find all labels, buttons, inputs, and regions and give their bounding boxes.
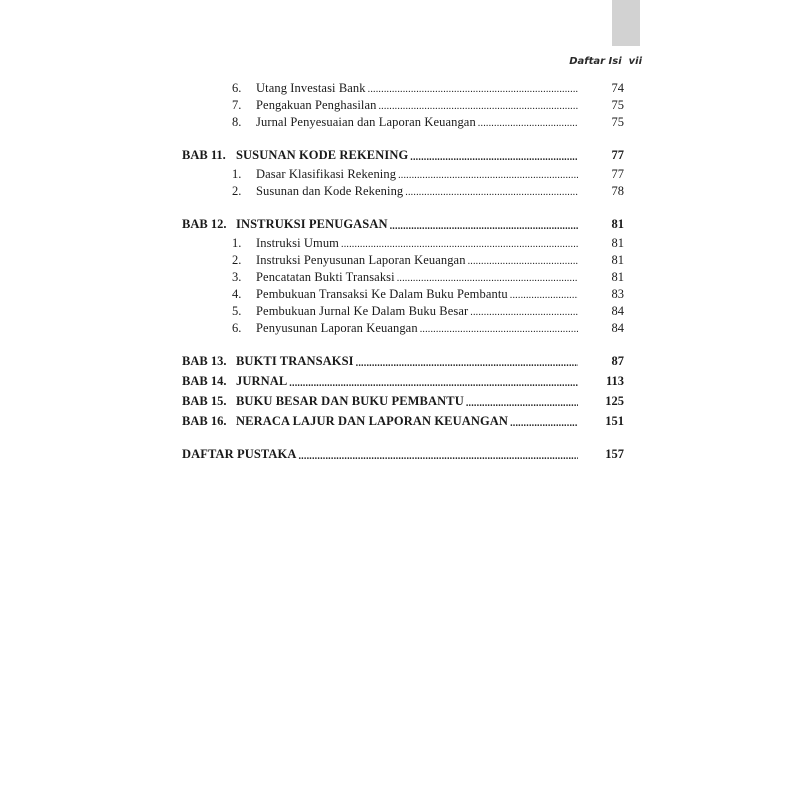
- toc-leader-dots: [368, 80, 578, 97]
- toc-sub-number: 8.: [232, 115, 242, 129]
- toc-chapter-page: 87: [611, 354, 624, 368]
- toc-sub-number: 5.: [232, 304, 242, 318]
- toc-chapter-title: NERACA LAJUR DAN LAPORAN KEUANGAN: [236, 414, 509, 428]
- toc-sub-page: 78: [611, 184, 624, 198]
- toc-chapter-entry[interactable]: [182, 392, 624, 410]
- toc-sub-page: 75: [611, 115, 624, 129]
- toc-chapter-title: INSTRUKSI PENUGASAN: [236, 217, 388, 231]
- toc-sub-number: 1.: [232, 167, 242, 181]
- toc-sub-entry[interactable]: [182, 183, 624, 200]
- toc-chapter-title: DAFTAR PUSTAKA: [182, 447, 297, 461]
- toc-chapter-page: 151: [605, 414, 624, 428]
- toc-leader-dots: [341, 235, 578, 252]
- toc-sub-entry[interactable]: [182, 97, 624, 114]
- toc-sub-entry[interactable]: [182, 252, 624, 269]
- toc-sub-entry[interactable]: [182, 303, 624, 320]
- toc-sub-number: 6.: [232, 321, 242, 335]
- toc-chapter-page: 77: [611, 148, 624, 162]
- toc-sub-page: 81: [611, 270, 624, 284]
- toc-chapter-page: 157: [605, 447, 624, 461]
- toc-leader-dots: [378, 97, 578, 114]
- table-of-contents: [182, 80, 624, 463]
- toc-sub-number: 7.: [232, 98, 242, 112]
- toc-leader-dots: [470, 303, 578, 320]
- toc-sub-title: Pembukuan Transaksi Ke Dalam Buku Pembantu: [256, 287, 508, 301]
- toc-sub-title: Dasar Klasifikasi Rekening: [256, 167, 397, 181]
- toc-sub-number: 1.: [232, 236, 242, 250]
- running-title: Daftar Isi: [569, 56, 622, 67]
- toc-sub-title: Pencatatan Bukti Transaksi: [256, 270, 395, 284]
- toc-leader-dots: [356, 353, 578, 370]
- toc-sub-title: Susunan dan Kode Rekening: [256, 184, 404, 198]
- toc-sub-title: Penyusunan Laporan Keuangan: [256, 321, 418, 335]
- toc-spacer: [182, 430, 624, 445]
- running-header: [540, 56, 642, 67]
- toc-sub-page: 83: [611, 287, 624, 301]
- toc-chapter-entry[interactable]: [182, 352, 624, 370]
- toc-chapter-title: SUSUNAN KODE REKENING: [236, 148, 409, 162]
- toc-sub-page: 84: [611, 304, 624, 318]
- toc-chapter-entry[interactable]: [182, 372, 624, 390]
- toc-spacer: [182, 200, 624, 215]
- toc-sub-title: Pengakuan Penghasilan: [256, 98, 377, 112]
- toc-leader-dots: [510, 413, 578, 430]
- toc-sub-number: 3.: [232, 270, 242, 284]
- toc-chapter-page: 125: [605, 394, 624, 408]
- toc-spacer: [182, 131, 624, 146]
- header-page-number: vii: [628, 56, 642, 67]
- toc-sub-title: Jurnal Penyesuaian dan Laporan Keuangan: [256, 115, 476, 129]
- toc-chapter-number: BAB 13.: [182, 354, 227, 368]
- toc-sub-number: 2.: [232, 184, 242, 198]
- toc-chapter-page: 113: [605, 374, 624, 388]
- toc-sub-title: Pembukuan Jurnal Ke Dalam Buku Besar: [256, 304, 469, 318]
- toc-spacer: [182, 337, 624, 352]
- toc-leader-dots: [398, 166, 578, 183]
- toc-sub-title: Instruksi Umum: [256, 236, 339, 250]
- toc-sub-entry[interactable]: [182, 320, 624, 337]
- toc-sub-page: 74: [611, 81, 624, 95]
- toc-chapter-title: BUKU BESAR DAN BUKU PEMBANTU: [236, 394, 464, 408]
- toc-leader-dots: [397, 269, 578, 286]
- toc-sub-page: 81: [611, 236, 624, 250]
- toc-leader-dots: [420, 320, 578, 337]
- toc-leader-dots: [410, 147, 578, 164]
- toc-sub-page: 77: [611, 167, 624, 181]
- toc-leader-dots: [478, 114, 578, 131]
- toc-chapter-title: JURNAL: [236, 374, 288, 388]
- toc-chapter-page: 81: [611, 217, 624, 231]
- toc-leader-dots: [510, 286, 578, 303]
- toc-sub-entry[interactable]: [182, 286, 624, 303]
- toc-sub-entry[interactable]: [182, 269, 624, 286]
- toc-sub-number: 6.: [232, 81, 242, 95]
- toc-sub-entry[interactable]: [182, 235, 624, 252]
- toc-leader-dots: [405, 183, 578, 200]
- toc-sub-page: 84: [611, 321, 624, 335]
- toc-leader-dots: [466, 393, 578, 410]
- toc-leader-dots: [468, 252, 578, 269]
- toc-sub-page: 81: [611, 253, 624, 267]
- toc-sub-title: Instruksi Penyusunan Laporan Keuangan: [256, 253, 466, 267]
- toc-chapter-entry[interactable]: [182, 146, 624, 164]
- toc-chapter-number: BAB 12.: [182, 217, 227, 231]
- toc-sub-number: 2.: [232, 253, 242, 267]
- page-tab-marker: [612, 0, 640, 46]
- toc-chapter-number: BAB 16.: [182, 414, 227, 428]
- toc-chapter-number: BAB 11.: [182, 148, 226, 162]
- toc-chapter-entry[interactable]: [182, 445, 624, 463]
- toc-chapter-number: BAB 14.: [182, 374, 227, 388]
- toc-chapter-title: BUKTI TRANSAKSI: [236, 354, 354, 368]
- toc-chapter-entry[interactable]: [182, 215, 624, 233]
- toc-sub-page: 75: [611, 98, 624, 112]
- toc-leader-dots: [298, 446, 578, 463]
- toc-chapter-number: BAB 15.: [182, 394, 227, 408]
- toc-chapter-entry[interactable]: [182, 412, 624, 430]
- toc-leader-dots: [390, 216, 578, 233]
- toc-sub-entry[interactable]: [182, 114, 624, 131]
- toc-sub-number: 4.: [232, 287, 242, 301]
- toc-sub-entry[interactable]: [182, 80, 624, 97]
- toc-sub-title: Utang Investasi Bank: [256, 81, 366, 95]
- toc-leader-dots: [289, 373, 578, 390]
- toc-sub-entry[interactable]: [182, 166, 624, 183]
